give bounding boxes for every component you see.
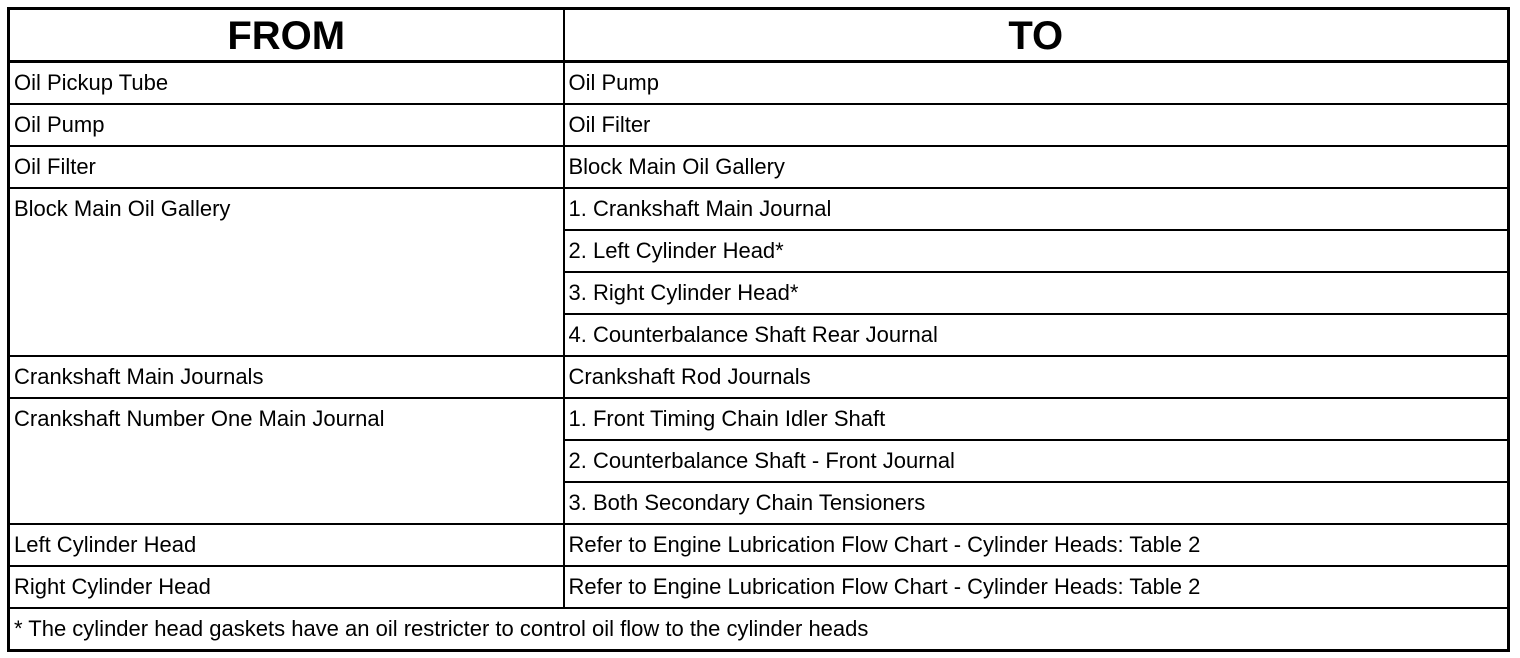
footnote: * The cylinder head gaskets have an oil restricter to control oil flow to the cylinder heads bbox=[9, 608, 1509, 651]
to-cell: Block Main Oil Gallery bbox=[564, 146, 1509, 188]
to-cell: 1. Crankshaft Main Journal bbox=[564, 188, 1509, 230]
to-cell: 3. Both Secondary Chain Tensioners bbox=[564, 482, 1509, 524]
from-cell: Block Main Oil Gallery bbox=[9, 188, 564, 356]
table-row bbox=[9, 62, 1509, 105]
to-cell: Refer to Engine Lubrication Flow Chart - Cylinder Heads: Table 2 bbox=[564, 566, 1509, 608]
header-row bbox=[9, 9, 1509, 62]
to-cell: Refer to Engine Lubrication Flow Chart - Cylinder Heads: Table 2 bbox=[564, 524, 1509, 566]
oil-flow-table bbox=[7, 7, 1510, 652]
from-cell: Oil Pickup Tube bbox=[9, 62, 564, 105]
table-row bbox=[9, 566, 1509, 608]
table-row bbox=[9, 104, 1509, 146]
from-cell: Right Cylinder Head bbox=[9, 566, 564, 608]
to-cell: Oil Pump bbox=[564, 62, 1509, 105]
from-cell: Crankshaft Main Journals bbox=[9, 356, 564, 398]
to-cell: 2. Counterbalance Shaft - Front Journal bbox=[564, 440, 1509, 482]
to-cell: 3. Right Cylinder Head* bbox=[564, 272, 1509, 314]
table-row bbox=[9, 398, 1509, 440]
from-cell: Oil Pump bbox=[9, 104, 564, 146]
column-header-from: FROM bbox=[9, 9, 564, 62]
from-cell: Oil Filter bbox=[9, 146, 564, 188]
table-row bbox=[9, 146, 1509, 188]
column-header-to: TO bbox=[564, 9, 1509, 62]
from-cell: Crankshaft Number One Main Journal bbox=[9, 398, 564, 524]
table-row bbox=[9, 356, 1509, 398]
to-cell: Oil Filter bbox=[564, 104, 1509, 146]
to-cell: Crankshaft Rod Journals bbox=[564, 356, 1509, 398]
to-cell: 2. Left Cylinder Head* bbox=[564, 230, 1509, 272]
from-cell: Left Cylinder Head bbox=[9, 524, 564, 566]
table-row bbox=[9, 524, 1509, 566]
footnote-row bbox=[9, 608, 1509, 651]
table-row bbox=[9, 188, 1509, 230]
to-cell: 1. Front Timing Chain Idler Shaft bbox=[564, 398, 1509, 440]
to-cell: 4. Counterbalance Shaft Rear Journal bbox=[564, 314, 1509, 356]
